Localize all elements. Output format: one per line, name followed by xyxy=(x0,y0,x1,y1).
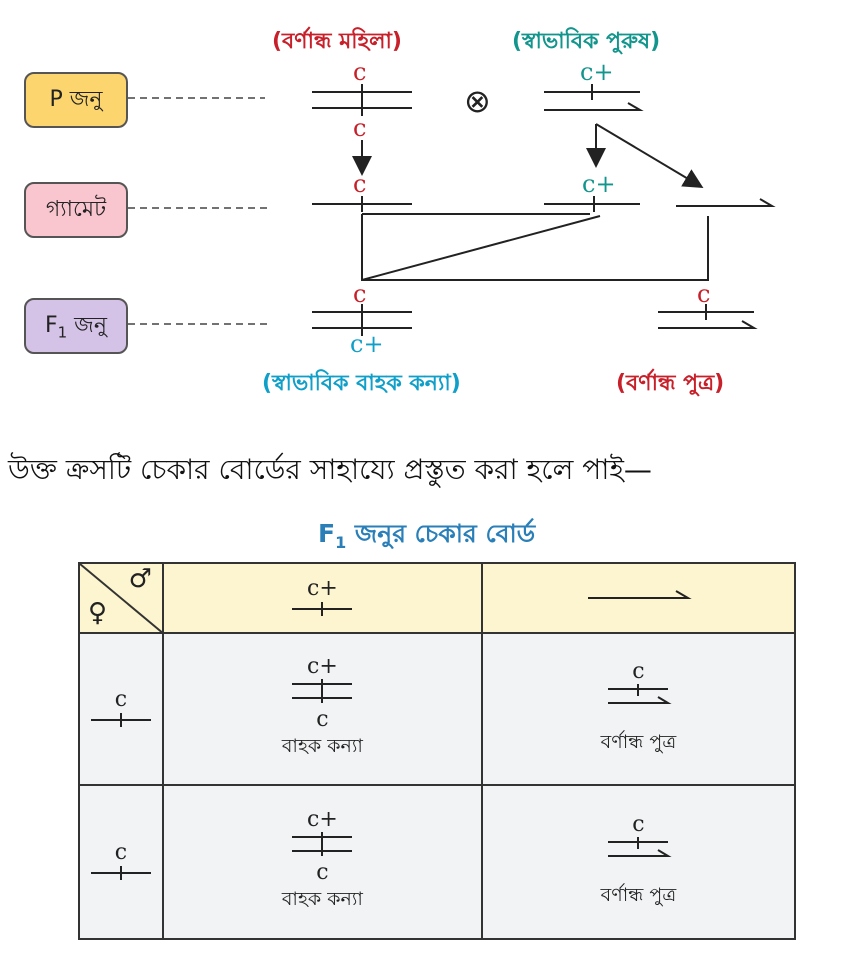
male-parent-label: (স্বাভাবিক পুরুষ) xyxy=(512,29,661,54)
cross-line-diagonal xyxy=(362,216,600,280)
board-col-header-y xyxy=(482,563,795,633)
board-cell-daughter: c+ c বাহক কন্যা xyxy=(163,633,482,785)
board-cell-son: c বর্ণান্ধ পুত্র xyxy=(482,633,795,785)
male-gamete-allele: c+ xyxy=(582,170,616,198)
son-chromosome-y xyxy=(658,321,754,328)
cell-label: বর্ণান্ধ পুত্র xyxy=(600,883,677,906)
col-header-allele: c+ xyxy=(307,576,338,601)
board-title: $F_1$ জনুর চেকার বোর্ড xyxy=(318,519,536,552)
male-symbol: ♂ xyxy=(128,564,152,594)
daughter-label: (স্বাভাবিক বাহক কন্যা) xyxy=(262,371,461,396)
y-chromosome-icon xyxy=(583,586,693,606)
male-y-gamete-chromosome xyxy=(676,199,772,206)
board-row-header-1 xyxy=(79,633,163,785)
checker-board xyxy=(78,562,796,940)
board-col-header-x xyxy=(163,563,482,633)
female-allele-top: c xyxy=(353,58,367,86)
male-allele: c+ xyxy=(580,58,614,86)
male-parent-chromosome-y xyxy=(544,103,640,110)
cell-label: বাহক কন্যা xyxy=(281,735,363,757)
f1-generation-label: $F_1$ জনু xyxy=(44,312,107,341)
row-header-allele: c xyxy=(114,840,128,865)
cell-label: বর্ণান্ধ পুত্র xyxy=(600,730,677,753)
cross-symbol: ⊗ xyxy=(464,82,491,120)
daughter-allele-bottom: c+ xyxy=(350,330,384,358)
female-allele-bottom: c xyxy=(353,114,367,142)
gamete-label: গ্যামেট xyxy=(45,196,107,222)
board-row-header-2 xyxy=(79,785,163,939)
cell-label: বাহক কন্যা xyxy=(281,888,363,910)
board-cell-son: c বর্ণান্ধ পুত্র xyxy=(482,785,795,939)
board-cell-daughter: c+ c বাহক কন্যা xyxy=(163,785,482,939)
daughter-allele-top: c xyxy=(353,280,367,308)
female-gamete-allele: c xyxy=(353,170,367,198)
female-parent-label: (বর্ণান্ধ মহিলা) xyxy=(272,29,402,54)
son-label: (বর্ণান্ধ পুত্র) xyxy=(616,371,725,396)
row-header-allele: c xyxy=(114,687,128,712)
cross-diagram xyxy=(0,0,861,420)
board-corner-cell xyxy=(79,563,163,633)
son-allele: c xyxy=(697,280,711,308)
caption-text: উক্ত ক্রসটি চেকার বোর্ডের সাহায্যে প্রস্তুত করা হলে পাই— xyxy=(8,453,652,486)
cross-line-to-son xyxy=(362,214,708,280)
p-generation-label: P জনু xyxy=(49,86,103,112)
female-symbol: ♀ xyxy=(88,598,108,628)
